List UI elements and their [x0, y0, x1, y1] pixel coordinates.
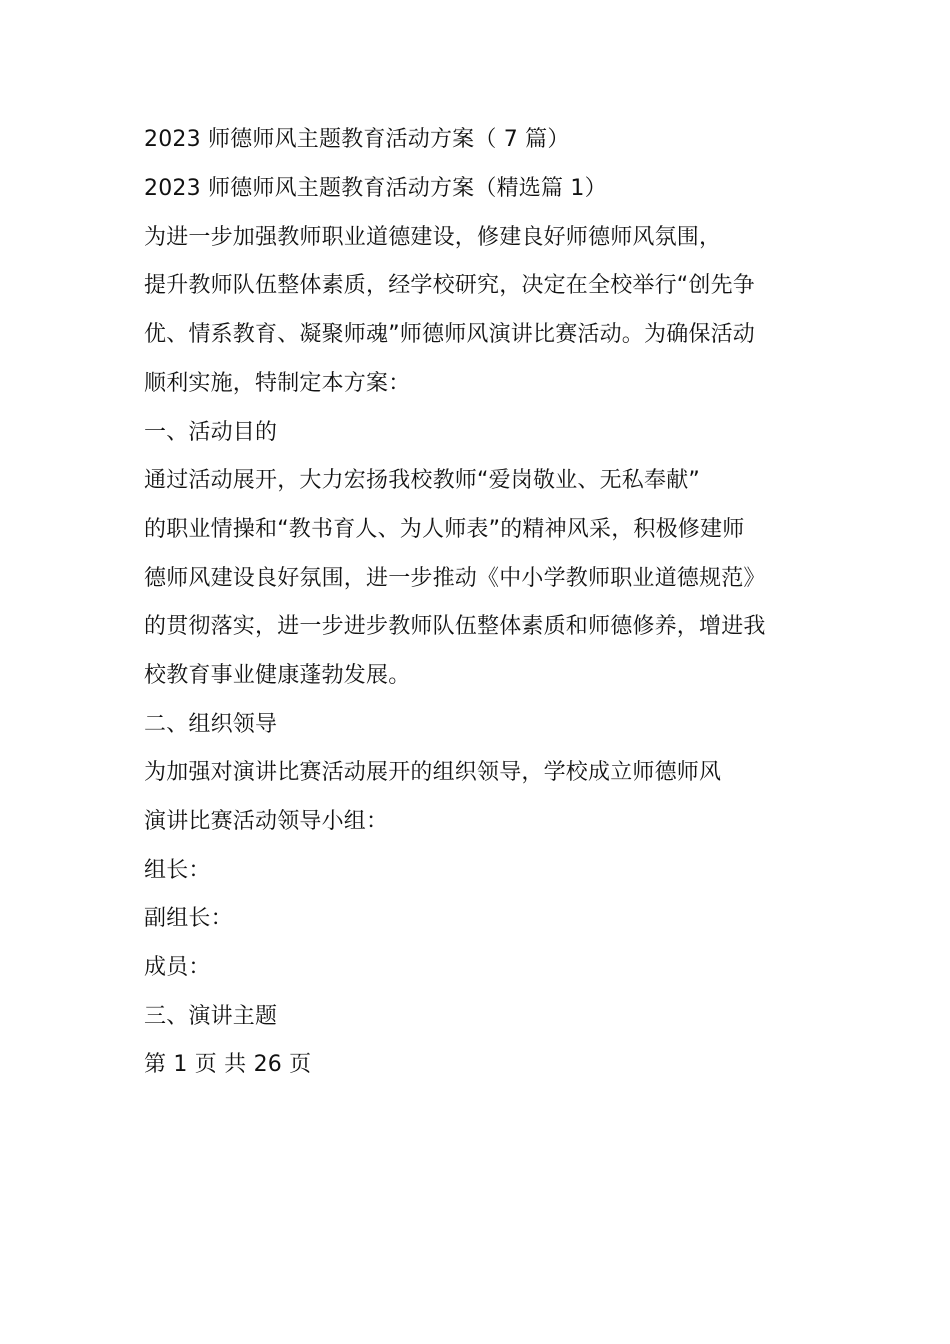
section-heading: 一、活动目的 [144, 420, 278, 445]
page-footer: 第 1 页 共 26 页 [144, 1052, 312, 1077]
paragraph-line: 优、情系教育、凝聚师魂”师德师风演讲比赛活动。为确保活动 [144, 322, 755, 347]
paragraph-line: 为进一步加强教师职业道德建设，修建良好师德师风氛围， [144, 225, 722, 250]
paragraph-line: 为加强对演讲比赛活动展开的组织领导，学校成立师德师风 [144, 760, 722, 785]
paragraph-line: 校教育事业健康蓬勃发展。 [144, 663, 411, 688]
paragraph-line: 演讲比赛活动领导小组： [144, 809, 389, 834]
section-heading: 二、组织领导 [144, 712, 278, 737]
section-heading: 三、演讲主题 [144, 1004, 278, 1029]
paragraph-line: 德师风建设良好氛围，进一步推动《中小学教师职业道德规范》 [144, 566, 766, 591]
paragraph-line: 的贯彻落实，进一步进步教师队伍整体素质和师德修养，增进我 [144, 614, 766, 639]
paragraph-line: 的职业情操和“教书育人、为人师表”的精神风采，积极修建师 [144, 517, 745, 542]
document-title: 2023 师德师风主题教育活动方案（ 7 篇） [144, 127, 570, 152]
paragraph-line: 顺利实施，特制定本方案： [144, 371, 411, 396]
paragraph-line: 通过活动展开，大力宏扬我校教师“爱岗敬业、无私奉献” [144, 468, 700, 493]
role-label: 组长： [144, 858, 211, 883]
section-subtitle: 2023 师德师风主题教育活动方案（精选篇 1） [144, 176, 607, 201]
role-label: 副组长： [144, 906, 233, 931]
paragraph-line: 提升教师队伍整体素质，经学校研究，决定在全校举行“创先争 [144, 273, 755, 298]
role-label: 成员： [144, 955, 211, 980]
